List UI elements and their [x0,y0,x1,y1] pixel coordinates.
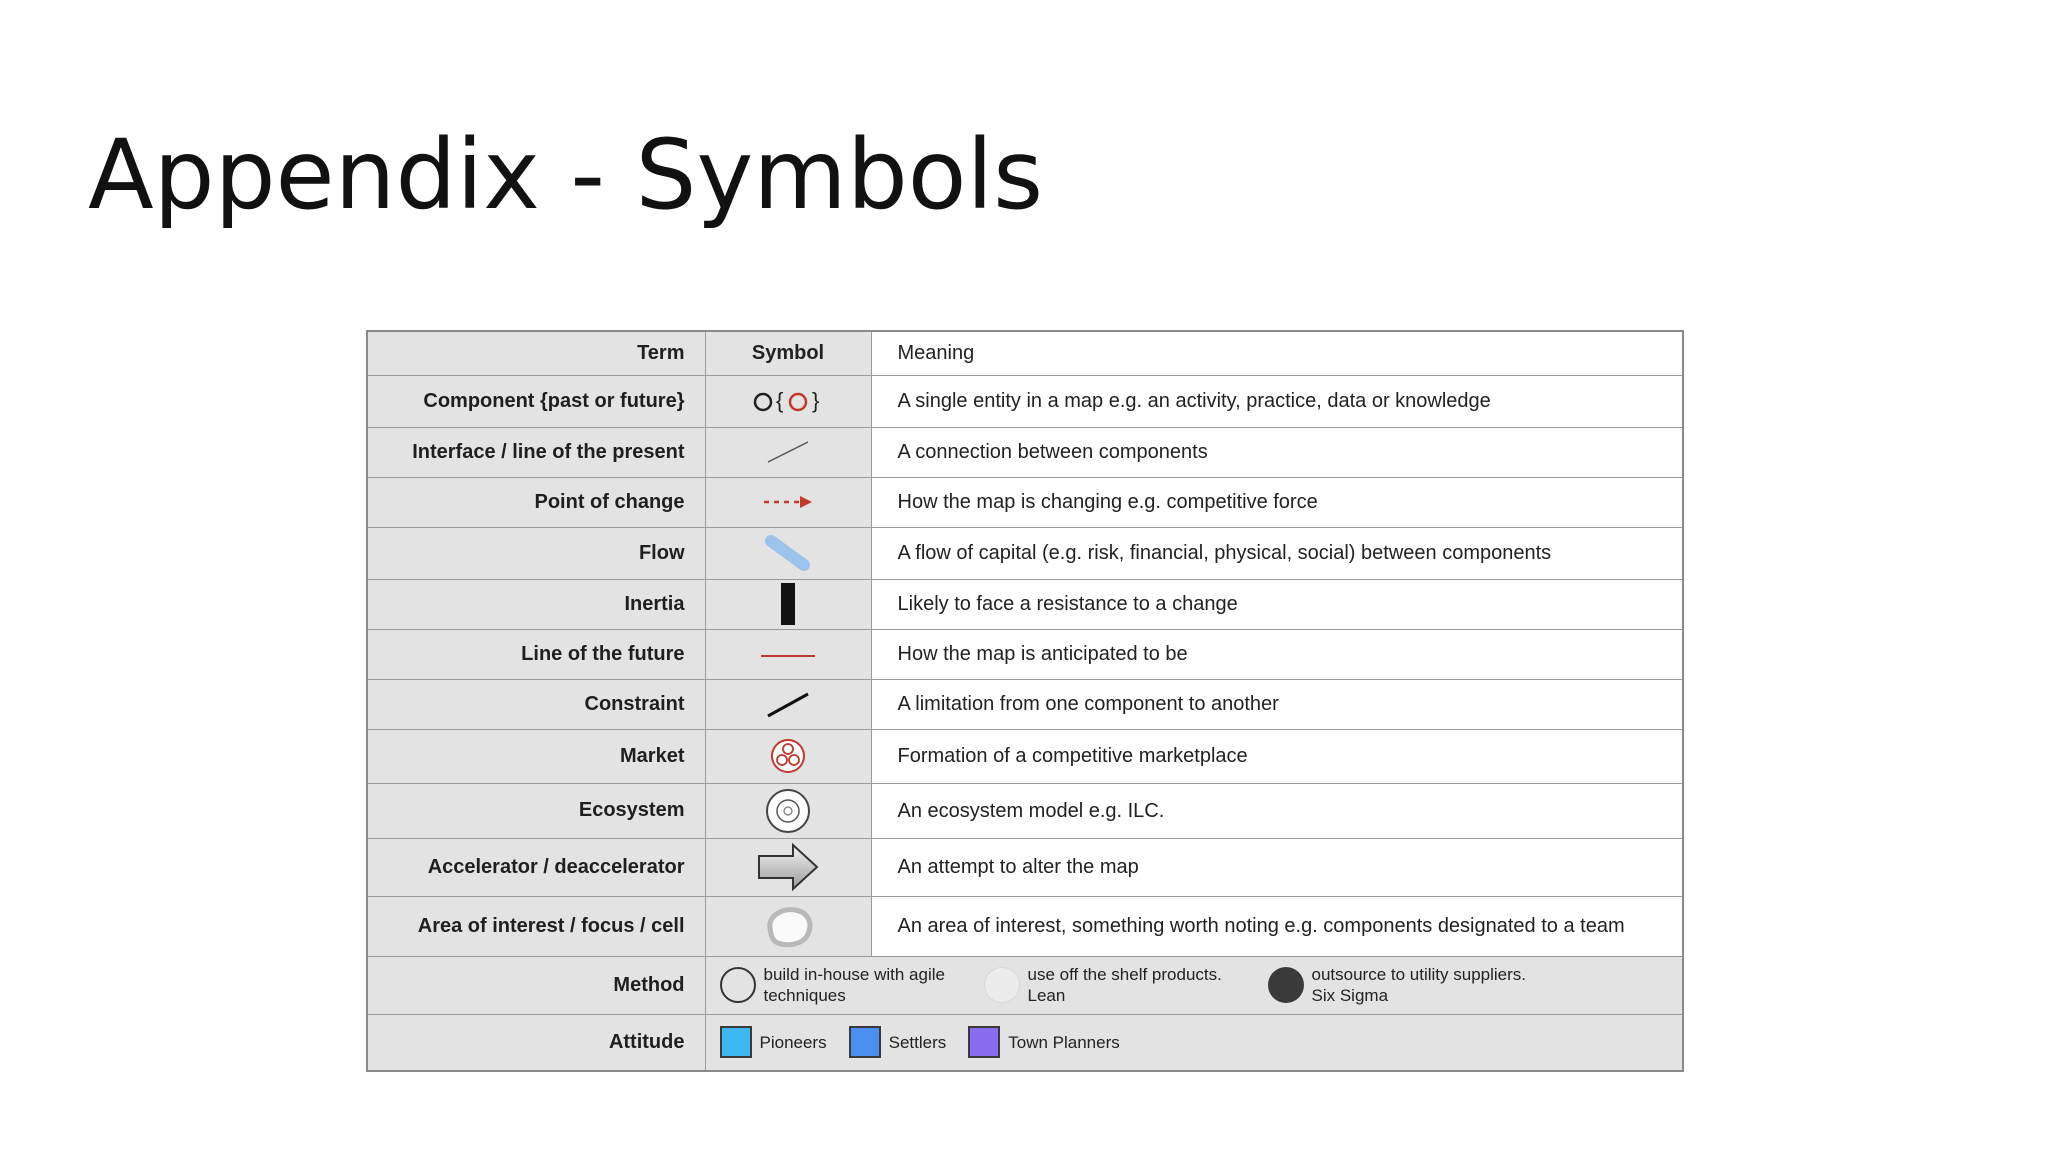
table-row [367,729,1683,783]
table-row [367,579,1683,629]
attitude-label: Pioneers [759,1032,827,1052]
table-row [367,527,1683,579]
hollow-circle-icon [720,967,756,1003]
table-row [367,629,1683,679]
dark-circle-icon [1268,967,1304,1003]
inertia-bar-icon [773,581,803,627]
table-row [367,679,1683,729]
pioneers-swatch [720,1026,752,1058]
table-row [367,375,1683,427]
table-header-row [367,331,1683,375]
row-meaning: An area of interest, something worth noting e.g. components designated to a team [871,896,1683,956]
page-title: Appendix - Symbols [88,119,1044,231]
header-meaning: Meaning [871,331,1683,375]
table-row [367,838,1683,896]
row-meaning: How the map is anticipated to be [871,629,1683,679]
town-planners-swatch [968,1026,1000,1058]
method-label: outsource to utility suppliers. Six Sigma [1311,964,1526,1005]
accelerator-arrow-icon [755,842,821,892]
row-term: Ecosystem [367,783,705,838]
interface-line-icon [758,434,818,470]
flow-icon [758,531,818,575]
row-term: Flow [367,527,705,579]
method-item-off-the-shelf [984,964,1254,1007]
row-term: Attitude [367,1014,705,1071]
row-term: Market [367,729,705,783]
component-icon [746,386,830,416]
table-row [367,427,1683,477]
light-circle-icon [984,967,1020,1003]
ecosystem-icon [763,786,813,836]
row-term: Component {past or future} [367,375,705,427]
row-meaning: A single entity in a map e.g. an activity, practice, data or knowledge [871,375,1683,427]
point-of-change-arrow-icon [758,490,818,514]
method-legend [706,964,1683,1007]
attitude-row [367,1014,1683,1071]
svg-text:{: { [776,388,784,413]
table-row [367,783,1683,838]
row-meaning: How the map is changing e.g. competitive force [871,477,1683,527]
attitude-legend [706,1026,1683,1058]
row-term: Constraint [367,679,705,729]
method-item-outsource [1268,964,1538,1007]
method-item-inhouse [720,964,970,1007]
row-meaning: An attempt to alter the map [871,838,1683,896]
attitude-item-pioneers [720,1026,827,1058]
row-term: Interface / line of the present [367,427,705,477]
attitude-item-settlers [849,1026,947,1058]
settlers-swatch [849,1026,881,1058]
row-term: Method [367,956,705,1014]
row-meaning: An ecosystem model e.g. ILC. [871,783,1683,838]
symbols-table [366,330,1684,1072]
market-icon [766,734,810,778]
method-label: build in-house with agile techniques [763,964,945,1005]
row-term: Line of the future [367,629,705,679]
row-term: Area of interest / focus / cell [367,896,705,956]
attitude-label: Settlers [888,1032,947,1052]
row-term: Accelerator / deaccelerator [367,838,705,896]
row-meaning: A flow of capital (e.g. risk, financial, physical, social) between components [871,527,1683,579]
method-label: use off the shelf products. Lean [1027,964,1222,1005]
future-line-icon [756,644,820,664]
constraint-line-icon [758,686,818,722]
table-row [367,477,1683,527]
attitude-item-town-planners [968,1026,1120,1058]
svg-text:}: } [812,388,820,413]
table-row [367,896,1683,956]
row-meaning: Formation of a competitive marketplace [871,729,1683,783]
symbols-table-container [366,330,1682,1072]
row-meaning: A connection between components [871,427,1683,477]
row-meaning: Likely to face a resistance to a change [871,579,1683,629]
header-symbol: Symbol [705,331,871,375]
row-term: Inertia [367,579,705,629]
attitude-label: Town Planners [1008,1032,1120,1052]
row-term: Point of change [367,477,705,527]
method-row [367,956,1683,1014]
row-meaning: A limitation from one component to another [871,679,1683,729]
header-term: Term [367,331,705,375]
area-of-interest-icon [758,901,818,951]
